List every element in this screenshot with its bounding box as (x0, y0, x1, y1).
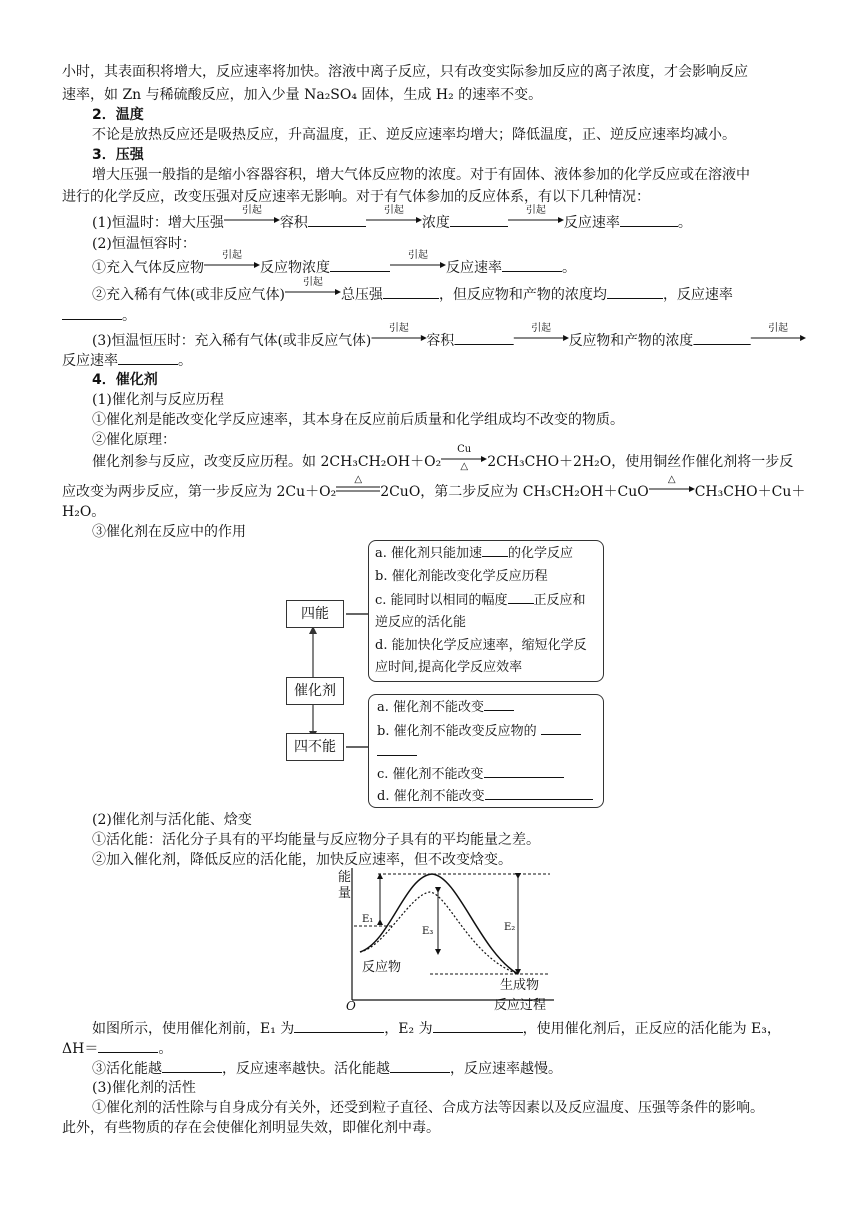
text-line: (1)催化剂与反应历程 (92, 392, 224, 408)
catalyst-label: 催化剂 (286, 677, 344, 705)
arrow-label: △ (460, 461, 469, 472)
text: 容积 (279, 215, 308, 231)
text: d. 催化剂不能改变 (377, 789, 485, 804)
answer-blank[interactable] (482, 544, 508, 557)
text: 总压强 (340, 287, 383, 303)
answer-blank[interactable] (377, 743, 417, 756)
box-line (377, 743, 417, 763)
y-axis-label: 能量 (338, 870, 352, 901)
answer-blank[interactable] (541, 722, 581, 735)
section-heading: 3．压强 (92, 147, 144, 163)
answer-blank[interactable] (484, 765, 564, 778)
origin-label: O (346, 999, 356, 1013)
text: ，反应速率越慢。 (450, 1061, 562, 1077)
box-line (377, 787, 593, 807)
text: 的化学反应 (508, 546, 574, 561)
text-line: 此外，有些物质的存在会使催化剂明显失效，即催化剂中毒。 (62, 1120, 440, 1136)
arrow-label: △ (667, 474, 676, 485)
text-line: ①催化剂是能改变化学反应速率，其本身在反应前后质量和化学组成均不改变的物质。 (92, 412, 624, 428)
four-can-box (368, 540, 604, 682)
text: 浓度 (421, 215, 450, 231)
arrow-label: 引起 (302, 277, 323, 288)
text: 应改变为两步反应，第一步反应为 2Cu＋O₂ (62, 484, 337, 500)
text-line: 不论是放热反应还是吸热反应，升高温度，正、逆反应速率均增大；降低温度，正、逆反应速率均减小。 (92, 127, 736, 143)
text: (3)恒温恒压时：充入稀有气体(或非反应气体) (92, 333, 372, 349)
text: c. 催化剂不能改变 (377, 767, 484, 782)
text: ，使用催化剂后，正反应的活化能为 E₃， (522, 1021, 781, 1037)
text: ①充入气体反应物 (92, 260, 204, 276)
text: (1)恒温时：增大压强 (92, 215, 224, 231)
text-line: ①催化剂的活性除与自身成分有关外，还受到粒子直径、合成方法等因素以及反应温度、压强等条件的影响。 (92, 1100, 764, 1116)
text: 。 (178, 353, 192, 369)
box-line (377, 722, 581, 742)
box-line: 逆反应的活化能 (375, 615, 467, 630)
arrow-label: 引起 (768, 323, 788, 334)
answer-blank[interactable] (508, 591, 534, 604)
answer-blank[interactable] (98, 1038, 158, 1053)
arrow-label: △ (354, 474, 363, 485)
text: ②充入稀有气体(或非反应气体) (92, 287, 285, 303)
text: 。 (677, 215, 692, 231)
section-heading: 4．催化剂 (92, 372, 158, 388)
text: 。 (562, 260, 576, 276)
arrow-label: 引起 (222, 250, 242, 261)
answer-blank[interactable] (485, 787, 593, 800)
text: E₁ 为 (260, 1021, 295, 1037)
text: ，反应速率 (662, 287, 733, 303)
text-line: ①活化能：活化分子具有的平均能量与反应物分子具有的平均能量之差。 (92, 832, 540, 848)
text-line: 增大压强一般指的是缩小容器容积，增大气体反应物的浓度。对于有固体、液体参加的化学反应或在溶液中 (92, 167, 750, 183)
question-line (92, 1018, 781, 1039)
e1-label: E₁ (362, 914, 374, 925)
e2-label: E₂ (504, 922, 516, 933)
text-line: ②催化原理： (92, 432, 176, 448)
answer-blank[interactable] (484, 698, 514, 711)
text-line: (3)催化剂的活性 (92, 1080, 196, 1096)
arrow-label: Cu (457, 444, 472, 455)
text-line: H₂O。 (62, 504, 106, 520)
section-heading: 2．温度 (92, 107, 144, 123)
text: 。 (158, 1041, 173, 1057)
text: c. 能同时以相同的幅度 (375, 593, 508, 608)
text: 反应速率 (62, 353, 118, 369)
text: 正反应和 (533, 593, 586, 608)
four-cannot-label: 四不能 (286, 733, 344, 761)
text: 反应速率 (563, 215, 620, 231)
text: 反应速率 (446, 260, 502, 276)
question-line (92, 1058, 562, 1079)
answer-blank[interactable] (294, 1018, 384, 1033)
text: 反应物浓度 (260, 260, 330, 276)
text: 催化剂参与反应，改变反应历程。如 2CH₃CH₂OH＋O₂ (92, 454, 442, 470)
arrow-label: 引起 (531, 323, 551, 334)
text: 容积 (426, 333, 455, 349)
text: ΔH＝ (62, 1041, 99, 1057)
text: CH₃CHO＋Cu＋ (694, 484, 806, 500)
arrow-label: 引起 (525, 205, 546, 216)
product-label: 生成物 (500, 978, 540, 993)
box-line (377, 765, 564, 785)
reactant-label: 反应物 (362, 960, 402, 975)
text: ，反应速率越快。活化能越 (222, 1061, 390, 1077)
text: ，但反应物和产物的浓度均 (438, 287, 607, 303)
text-line: (2)催化剂与活化能、焓变 (92, 812, 252, 828)
text: 反应物和产物的浓度 (568, 333, 694, 349)
text: ③活化能越 (92, 1061, 162, 1077)
e3-label: E₃ (422, 926, 434, 937)
box-line: d. 能加快化学反应速率，缩短化学反 (375, 638, 587, 653)
text-line: 小时，其表面积将增大，反应速率将加快。溶液中离子反应，只有改变实际参加反应的离子浓度，才会影响反应 (62, 64, 748, 80)
arrow-label: 引起 (383, 205, 404, 216)
arrow-label: 引起 (408, 250, 428, 261)
box-line (375, 544, 573, 564)
box-line (375, 591, 586, 611)
text-line: 进行的化学反应，改变压强对反应速率无影响。对于有气体参加的反应体系，有以下几种情况： (62, 189, 650, 205)
box-line (377, 698, 514, 718)
text: b. 催化剂不能改变反应物的 (377, 724, 537, 739)
text: ，E₂ 为 (384, 1021, 433, 1037)
text: a. 催化剂不能改变 (377, 700, 485, 715)
text-line: 速率，如 Zn 与稀硫酸反应，加入少量 Na₂SO₄ 固体，生成 H₂ 的速率不变。 (62, 87, 543, 103)
text: 如图所示，使用催化剂前， (92, 1021, 260, 1037)
answer-blank[interactable] (390, 1058, 450, 1073)
text-line: ③催化剂在反应中的作用 (92, 524, 246, 540)
answer-blank[interactable] (162, 1058, 222, 1073)
answer-blank[interactable] (433, 1018, 523, 1033)
x-axis-label: 反应过程 (494, 998, 547, 1013)
text: 2CuO，第二步反应为 CH₃CH₂OH＋CuO (380, 484, 649, 500)
box-line: b. 催化剂能改变化学反应历程 (375, 569, 548, 584)
text: 。 (122, 308, 136, 324)
pressure-case-2: (2)恒温恒容时： (92, 236, 196, 252)
question-line (62, 1038, 172, 1059)
text: a. 催化剂只能加速 (375, 546, 483, 561)
arrow-label: 引起 (241, 205, 262, 216)
box-line: 应时间,提高化学反应效率 (375, 660, 523, 675)
text: 2CH₃CHO＋2H₂O，使用铜丝作催化剂将一步反 (487, 454, 794, 470)
four-cannot-box (368, 694, 604, 808)
text-line: ②加入催化剂，降低反应的活化能，加快反应速率，但不改变焓变。 (92, 852, 512, 868)
arrow-label: 引起 (389, 323, 409, 334)
four-can-label: 四能 (286, 600, 344, 628)
